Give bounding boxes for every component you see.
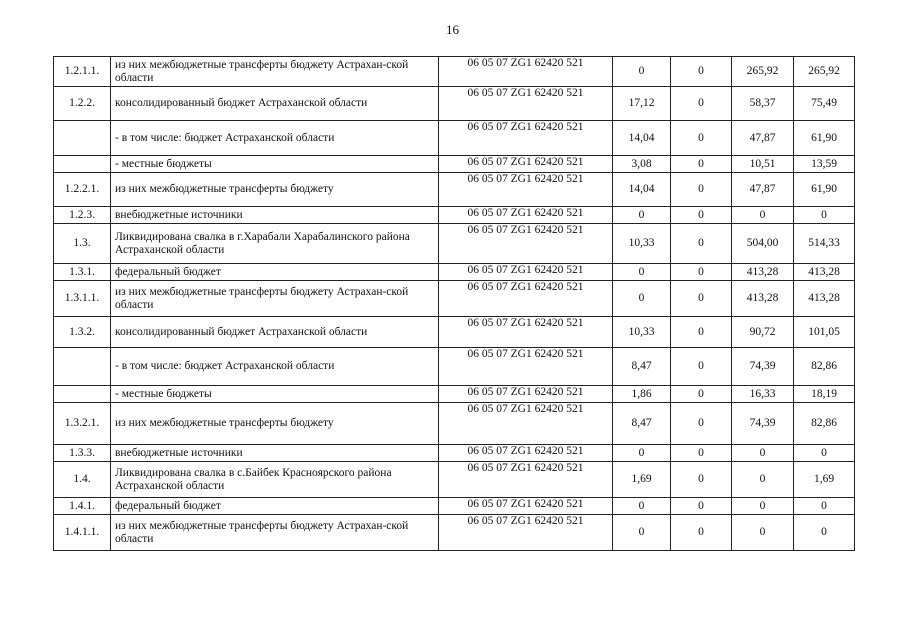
value-cell-3: 413,28 (732, 264, 794, 281)
value-cell-1: 10,33 (613, 317, 671, 348)
budget-code-cell: 06 05 07 ZG1 62420 521 (439, 498, 613, 515)
table-row (54, 317, 855, 348)
value-cell-3: 504,00 (732, 224, 794, 264)
value-cell-1: 0 (613, 515, 671, 551)
row-description-cell: - местные бюджеты (111, 156, 439, 173)
value-cell-4: 1,69 (794, 462, 855, 498)
row-number-cell: 1.3.1.1. (54, 281, 111, 317)
row-number-cell: 1.3.2.1. (54, 403, 111, 445)
value-cell-3: 0 (732, 498, 794, 515)
value-cell-1: 17,12 (613, 87, 671, 121)
value-cell-4: 82,86 (794, 348, 855, 386)
budget-code-cell: 06 05 07 ZG1 62420 521 (439, 87, 613, 121)
row-description-cell: - в том числе: бюджет Астраханской области (111, 121, 439, 156)
value-cell-2: 0 (671, 264, 732, 281)
value-cell-2: 0 (671, 57, 732, 87)
table-body (54, 57, 855, 551)
value-cell-3: 90,72 (732, 317, 794, 348)
budget-code-cell: 06 05 07 ZG1 62420 521 (439, 207, 613, 224)
table-row (54, 121, 855, 156)
value-cell-3: 74,39 (732, 403, 794, 445)
value-cell-1: 10,33 (613, 224, 671, 264)
value-cell-4: 413,28 (794, 281, 855, 317)
value-cell-2: 0 (671, 348, 732, 386)
value-cell-1: 1,86 (613, 386, 671, 403)
budget-code-cell: 06 05 07 ZG1 62420 521 (439, 121, 613, 156)
row-description-cell: Ликвидирована свалка в с.Байбек Красноярского района Астраханской области (111, 462, 439, 498)
row-number-cell: 1.2.3. (54, 207, 111, 224)
value-cell-3: 74,39 (732, 348, 794, 386)
row-description-cell: из них межбюджетные трансферты бюджету Астрахан-ской области (111, 515, 439, 551)
row-number-cell: 1.4. (54, 462, 111, 498)
value-cell-4: 18,19 (794, 386, 855, 403)
row-number-cell: 1.2.1.1. (54, 57, 111, 87)
value-cell-3: 58,37 (732, 87, 794, 121)
value-cell-1: 0 (613, 281, 671, 317)
table-row (54, 281, 855, 317)
value-cell-3: 10,51 (732, 156, 794, 173)
value-cell-3: 0 (732, 515, 794, 551)
table-row (54, 498, 855, 515)
value-cell-3: 0 (732, 462, 794, 498)
row-description-cell: внебюджетные источники (111, 445, 439, 462)
value-cell-1: 0 (613, 445, 671, 462)
budget-code-cell: 06 05 07 ZG1 62420 521 (439, 317, 613, 348)
value-cell-2: 0 (671, 87, 732, 121)
budget-table (53, 56, 855, 551)
row-number-cell (54, 121, 111, 156)
budget-code-cell: 06 05 07 ZG1 62420 521 (439, 462, 613, 498)
table-row (54, 173, 855, 207)
value-cell-2: 0 (671, 317, 732, 348)
row-number-cell: 1.2.2.1. (54, 173, 111, 207)
value-cell-1: 1,69 (613, 462, 671, 498)
row-number-cell: 1.2.2. (54, 87, 111, 121)
row-description-cell: из них межбюджетные трансферты бюджету Астрахан-ской области (111, 281, 439, 317)
table-row (54, 87, 855, 121)
table-row (54, 224, 855, 264)
page-number: 16 (446, 22, 459, 37)
row-description-cell: Ликвидирована свалка в г.Харабали Харабалинского района Астраханской области (111, 224, 439, 264)
budget-code-cell: 06 05 07 ZG1 62420 521 (439, 57, 613, 87)
table-row (54, 515, 855, 551)
value-cell-4: 413,28 (794, 264, 855, 281)
budget-code-cell: 06 05 07 ZG1 62420 521 (439, 403, 613, 445)
value-cell-3: 0 (732, 207, 794, 224)
row-description-cell: из них межбюджетные трансферты бюджету (111, 403, 439, 445)
value-cell-4: 0 (794, 498, 855, 515)
table-row (54, 207, 855, 224)
value-cell-1: 8,47 (613, 403, 671, 445)
value-cell-1: 0 (613, 264, 671, 281)
row-description-cell: консолидированный бюджет Астраханской области (111, 87, 439, 121)
row-description-cell: федеральный бюджет (111, 264, 439, 281)
value-cell-3: 47,87 (732, 173, 794, 207)
value-cell-3: 47,87 (732, 121, 794, 156)
value-cell-4: 0 (794, 207, 855, 224)
value-cell-4: 101,05 (794, 317, 855, 348)
value-cell-4: 514,33 (794, 224, 855, 264)
table-row (54, 156, 855, 173)
row-number-cell: 1.3. (54, 224, 111, 264)
value-cell-2: 0 (671, 445, 732, 462)
value-cell-4: 0 (794, 515, 855, 551)
budget-code-cell: 06 05 07 ZG1 62420 521 (439, 348, 613, 386)
budget-code-cell: 06 05 07 ZG1 62420 521 (439, 264, 613, 281)
table-row (54, 403, 855, 445)
value-cell-2: 0 (671, 515, 732, 551)
row-description-cell: из них межбюджетные трансферты бюджету Астрахан-ской области (111, 57, 439, 87)
value-cell-1: 0 (613, 57, 671, 87)
row-description-cell: - в том числе: бюджет Астраханской области (111, 348, 439, 386)
value-cell-2: 0 (671, 386, 732, 403)
budget-code-cell: 06 05 07 ZG1 62420 521 (439, 173, 613, 207)
budget-code-cell: 06 05 07 ZG1 62420 521 (439, 515, 613, 551)
table-row (54, 386, 855, 403)
row-number-cell: 1.4.1.1. (54, 515, 111, 551)
value-cell-1: 3,08 (613, 156, 671, 173)
row-description-cell: - местные бюджеты (111, 386, 439, 403)
row-description-cell: внебюджетные источники (111, 207, 439, 224)
value-cell-1: 8,47 (613, 348, 671, 386)
table-row (54, 462, 855, 498)
budget-code-cell: 06 05 07 ZG1 62420 521 (439, 445, 613, 462)
value-cell-2: 0 (671, 173, 732, 207)
value-cell-3: 16,33 (732, 386, 794, 403)
table-row (54, 57, 855, 87)
value-cell-1: 14,04 (613, 173, 671, 207)
value-cell-2: 0 (671, 498, 732, 515)
value-cell-2: 0 (671, 156, 732, 173)
value-cell-2: 0 (671, 224, 732, 264)
row-description-cell: федеральный бюджет (111, 498, 439, 515)
budget-code-cell: 06 05 07 ZG1 62420 521 (439, 224, 613, 264)
row-number-cell: 1.3.3. (54, 445, 111, 462)
row-description-cell: из них межбюджетные трансферты бюджету (111, 173, 439, 207)
value-cell-4: 0 (794, 445, 855, 462)
table-row (54, 264, 855, 281)
value-cell-2: 0 (671, 207, 732, 224)
value-cell-4: 13,59 (794, 156, 855, 173)
value-cell-3: 0 (732, 445, 794, 462)
budget-code-cell: 06 05 07 ZG1 62420 521 (439, 281, 613, 317)
value-cell-3: 265,92 (732, 57, 794, 87)
value-cell-4: 61,90 (794, 121, 855, 156)
budget-code-cell: 06 05 07 ZG1 62420 521 (439, 386, 613, 403)
value-cell-2: 0 (671, 281, 732, 317)
value-cell-4: 61,90 (794, 173, 855, 207)
budget-code-cell: 06 05 07 ZG1 62420 521 (439, 156, 613, 173)
value-cell-3: 413,28 (732, 281, 794, 317)
value-cell-1: 0 (613, 207, 671, 224)
row-number-cell: 1.3.1. (54, 264, 111, 281)
table-row (54, 445, 855, 462)
value-cell-2: 0 (671, 462, 732, 498)
value-cell-4: 75,49 (794, 87, 855, 121)
value-cell-1: 14,04 (613, 121, 671, 156)
value-cell-2: 0 (671, 403, 732, 445)
row-description-cell: консолидированный бюджет Астраханской области (111, 317, 439, 348)
row-number-cell (54, 348, 111, 386)
row-number-cell: 1.3.2. (54, 317, 111, 348)
value-cell-4: 265,92 (794, 57, 855, 87)
row-number-cell (54, 156, 111, 173)
value-cell-4: 82,86 (794, 403, 855, 445)
value-cell-1: 0 (613, 498, 671, 515)
row-number-cell (54, 386, 111, 403)
row-number-cell: 1.4.1. (54, 498, 111, 515)
table-row (54, 348, 855, 386)
value-cell-2: 0 (671, 121, 732, 156)
